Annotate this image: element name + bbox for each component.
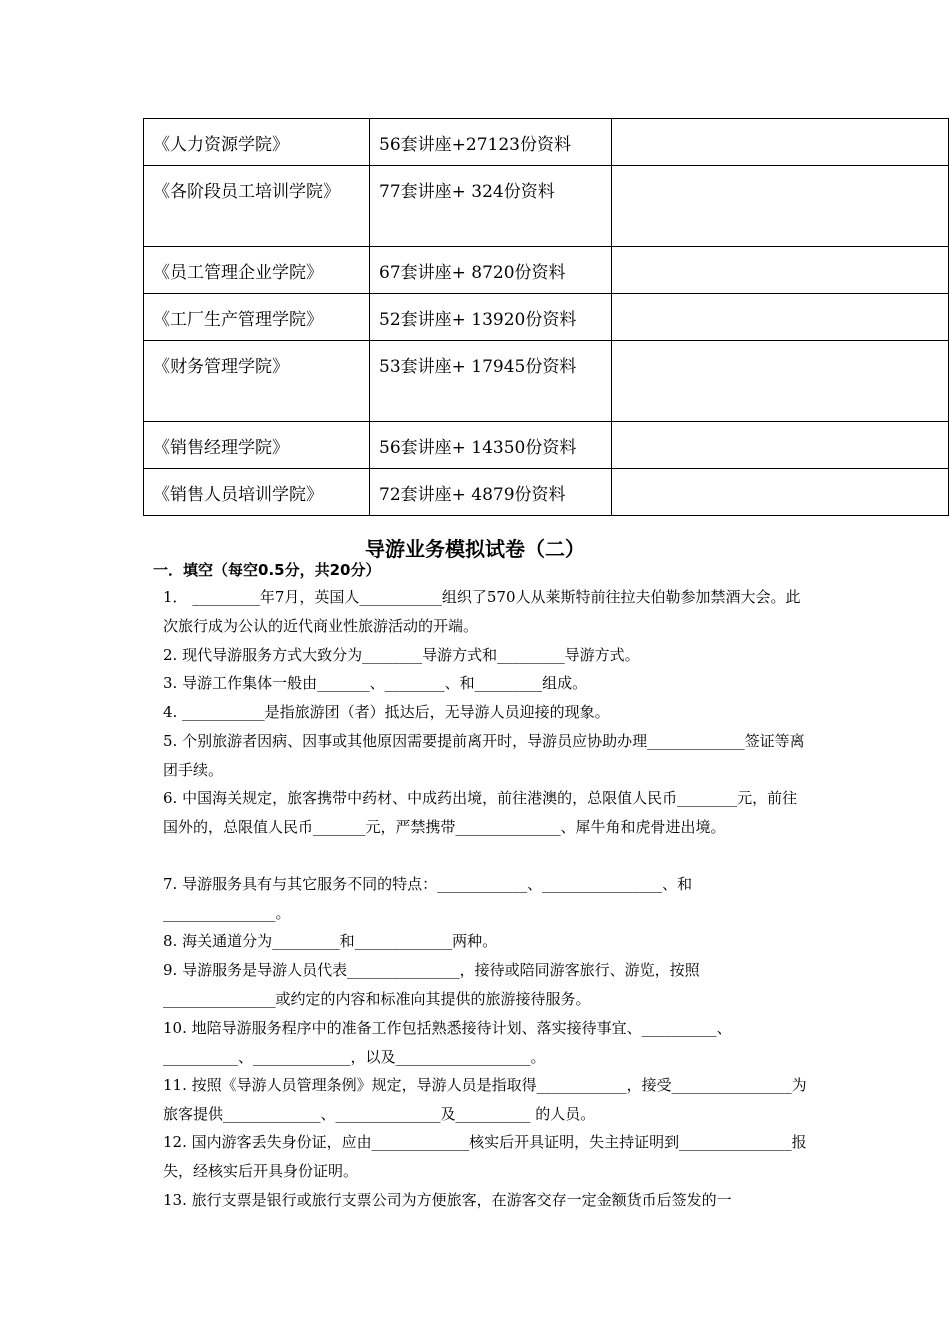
question-number: 7. [163, 875, 178, 893]
question-item [163, 727, 808, 784]
academy-name: 《销售经理学院》 [144, 422, 370, 469]
question-text: 海关通道分为_________和_____________两种。 [182, 932, 498, 950]
academy-name: 《员工管理企业学院》 [144, 247, 370, 294]
exam-title: 导游业务模拟试卷（二） [365, 537, 585, 561]
academy-content: 72套讲座+ 4879份资料 [370, 469, 612, 516]
question-text: 旅行支票是银行或旅行支票公司为方便旅客，在游客交存一定金额货币后签发的一 [191, 1191, 732, 1209]
question-number: 1． [163, 588, 188, 606]
question-item [163, 1186, 808, 1215]
section-heading: 一．填空（每空0.5分，共20分） [153, 561, 381, 579]
question-text: 导游服务是导游人员代表_______________，接待或陪同游客旅行、游览，按照_______________或约定的内容和标准向其提供的旅游接待服务。 [163, 961, 700, 1008]
question-number: 2. [163, 646, 178, 664]
question-number: 5. [163, 732, 178, 750]
academy-content: 56套讲座+27123份资料 [370, 119, 612, 166]
academy-note [612, 341, 949, 422]
question-item [163, 698, 808, 727]
academy-name: 《人力资源学院》 [144, 119, 370, 166]
catalog-table [143, 118, 949, 516]
academy-note [612, 422, 949, 469]
table-row [144, 341, 949, 422]
question-text: 导游服务具有与其它服务不同的特点：____________、________________、和_______________。 [163, 875, 693, 922]
academy-name: 《销售人员培训学院》 [144, 469, 370, 516]
question-text: 按照《导游人员管理条例》规定，导游人员是指取得____________，接受________________为旅客提供_____________、______________及__________ 的人员。 [163, 1076, 807, 1123]
academy-name: 《各阶段员工培训学院》 [144, 166, 370, 247]
academy-content: 56套讲座+ 14350份资料 [370, 422, 612, 469]
academy-content: 52套讲座+ 13920份资料 [370, 294, 612, 341]
question-text: _________年7月，英国人___________组织了570人从莱斯特前往拉夫伯勒参加禁酒大会。此次旅行成为公认的近代商业性旅游活动的开端。 [163, 588, 801, 635]
table-row [144, 294, 949, 341]
question-number: 12. [163, 1133, 187, 1151]
question-item [163, 927, 808, 956]
question-number: 13. [163, 1191, 187, 1209]
question-text: ___________是指旅游团（者）抵达后，无导游人员迎接的现象。 [182, 703, 610, 721]
table-row [144, 247, 949, 294]
question-number: 9. [163, 961, 178, 979]
question-item [163, 1128, 808, 1185]
question-item [163, 956, 808, 1013]
question-item [163, 1071, 808, 1128]
question-number: 6. [163, 789, 178, 807]
question-item [163, 784, 808, 841]
table-row [144, 119, 949, 166]
question-text: 中国海关规定，旅客携带中药材、中成药出境，前往港澳的，总限值人民币________元，前往国外的，总限值人民币_______元，严禁携带______________、犀牛角和虎骨进出境。 [163, 789, 798, 836]
question-number: 4. [163, 703, 178, 721]
question-text: 现代导游服务方式大致分为________导游方式和_________导游方式。 [182, 646, 640, 664]
table-row [144, 166, 949, 247]
question-item [163, 583, 808, 640]
question-number: 8. [163, 932, 178, 950]
academy-note [612, 469, 949, 516]
academy-content: 67套讲座+ 8720份资料 [370, 247, 612, 294]
question-number: 10. [163, 1019, 187, 1037]
academy-note [612, 247, 949, 294]
question-text: 地陪导游服务程序中的准备工作包括熟悉接待计划、落实接待事宜、__________、__________、_____________，以及__________________。 [163, 1019, 732, 1066]
academy-name: 《财务管理学院》 [144, 341, 370, 422]
question-item [163, 1014, 808, 1071]
academy-note [612, 166, 949, 247]
table-row [144, 469, 949, 516]
academy-content: 77套讲座+ 324份资料 [370, 166, 612, 247]
academy-note [612, 119, 949, 166]
question-item [163, 870, 808, 927]
question-number: 3. [163, 674, 178, 692]
academy-content: 53套讲座+ 17945份资料 [370, 341, 612, 422]
table-row [144, 422, 949, 469]
academy-note [612, 294, 949, 341]
question-text: 导游工作集体一般由_______、________、和_________组成。 [182, 674, 588, 692]
question-number: 11. [163, 1076, 187, 1094]
academy-name: 《工厂生产管理学院》 [144, 294, 370, 341]
question-text: 国内游客丢失身份证，应由_____________核实后开具证明，失主持证明到_______________报失，经核实后开具身份证明。 [163, 1133, 807, 1180]
question-text: 个别旅游者因病、因事或其他原因需要提前离开时，导游员应协助办理_____________签证等离团手续。 [163, 732, 805, 779]
question-item [163, 641, 808, 670]
question-item [163, 669, 808, 698]
